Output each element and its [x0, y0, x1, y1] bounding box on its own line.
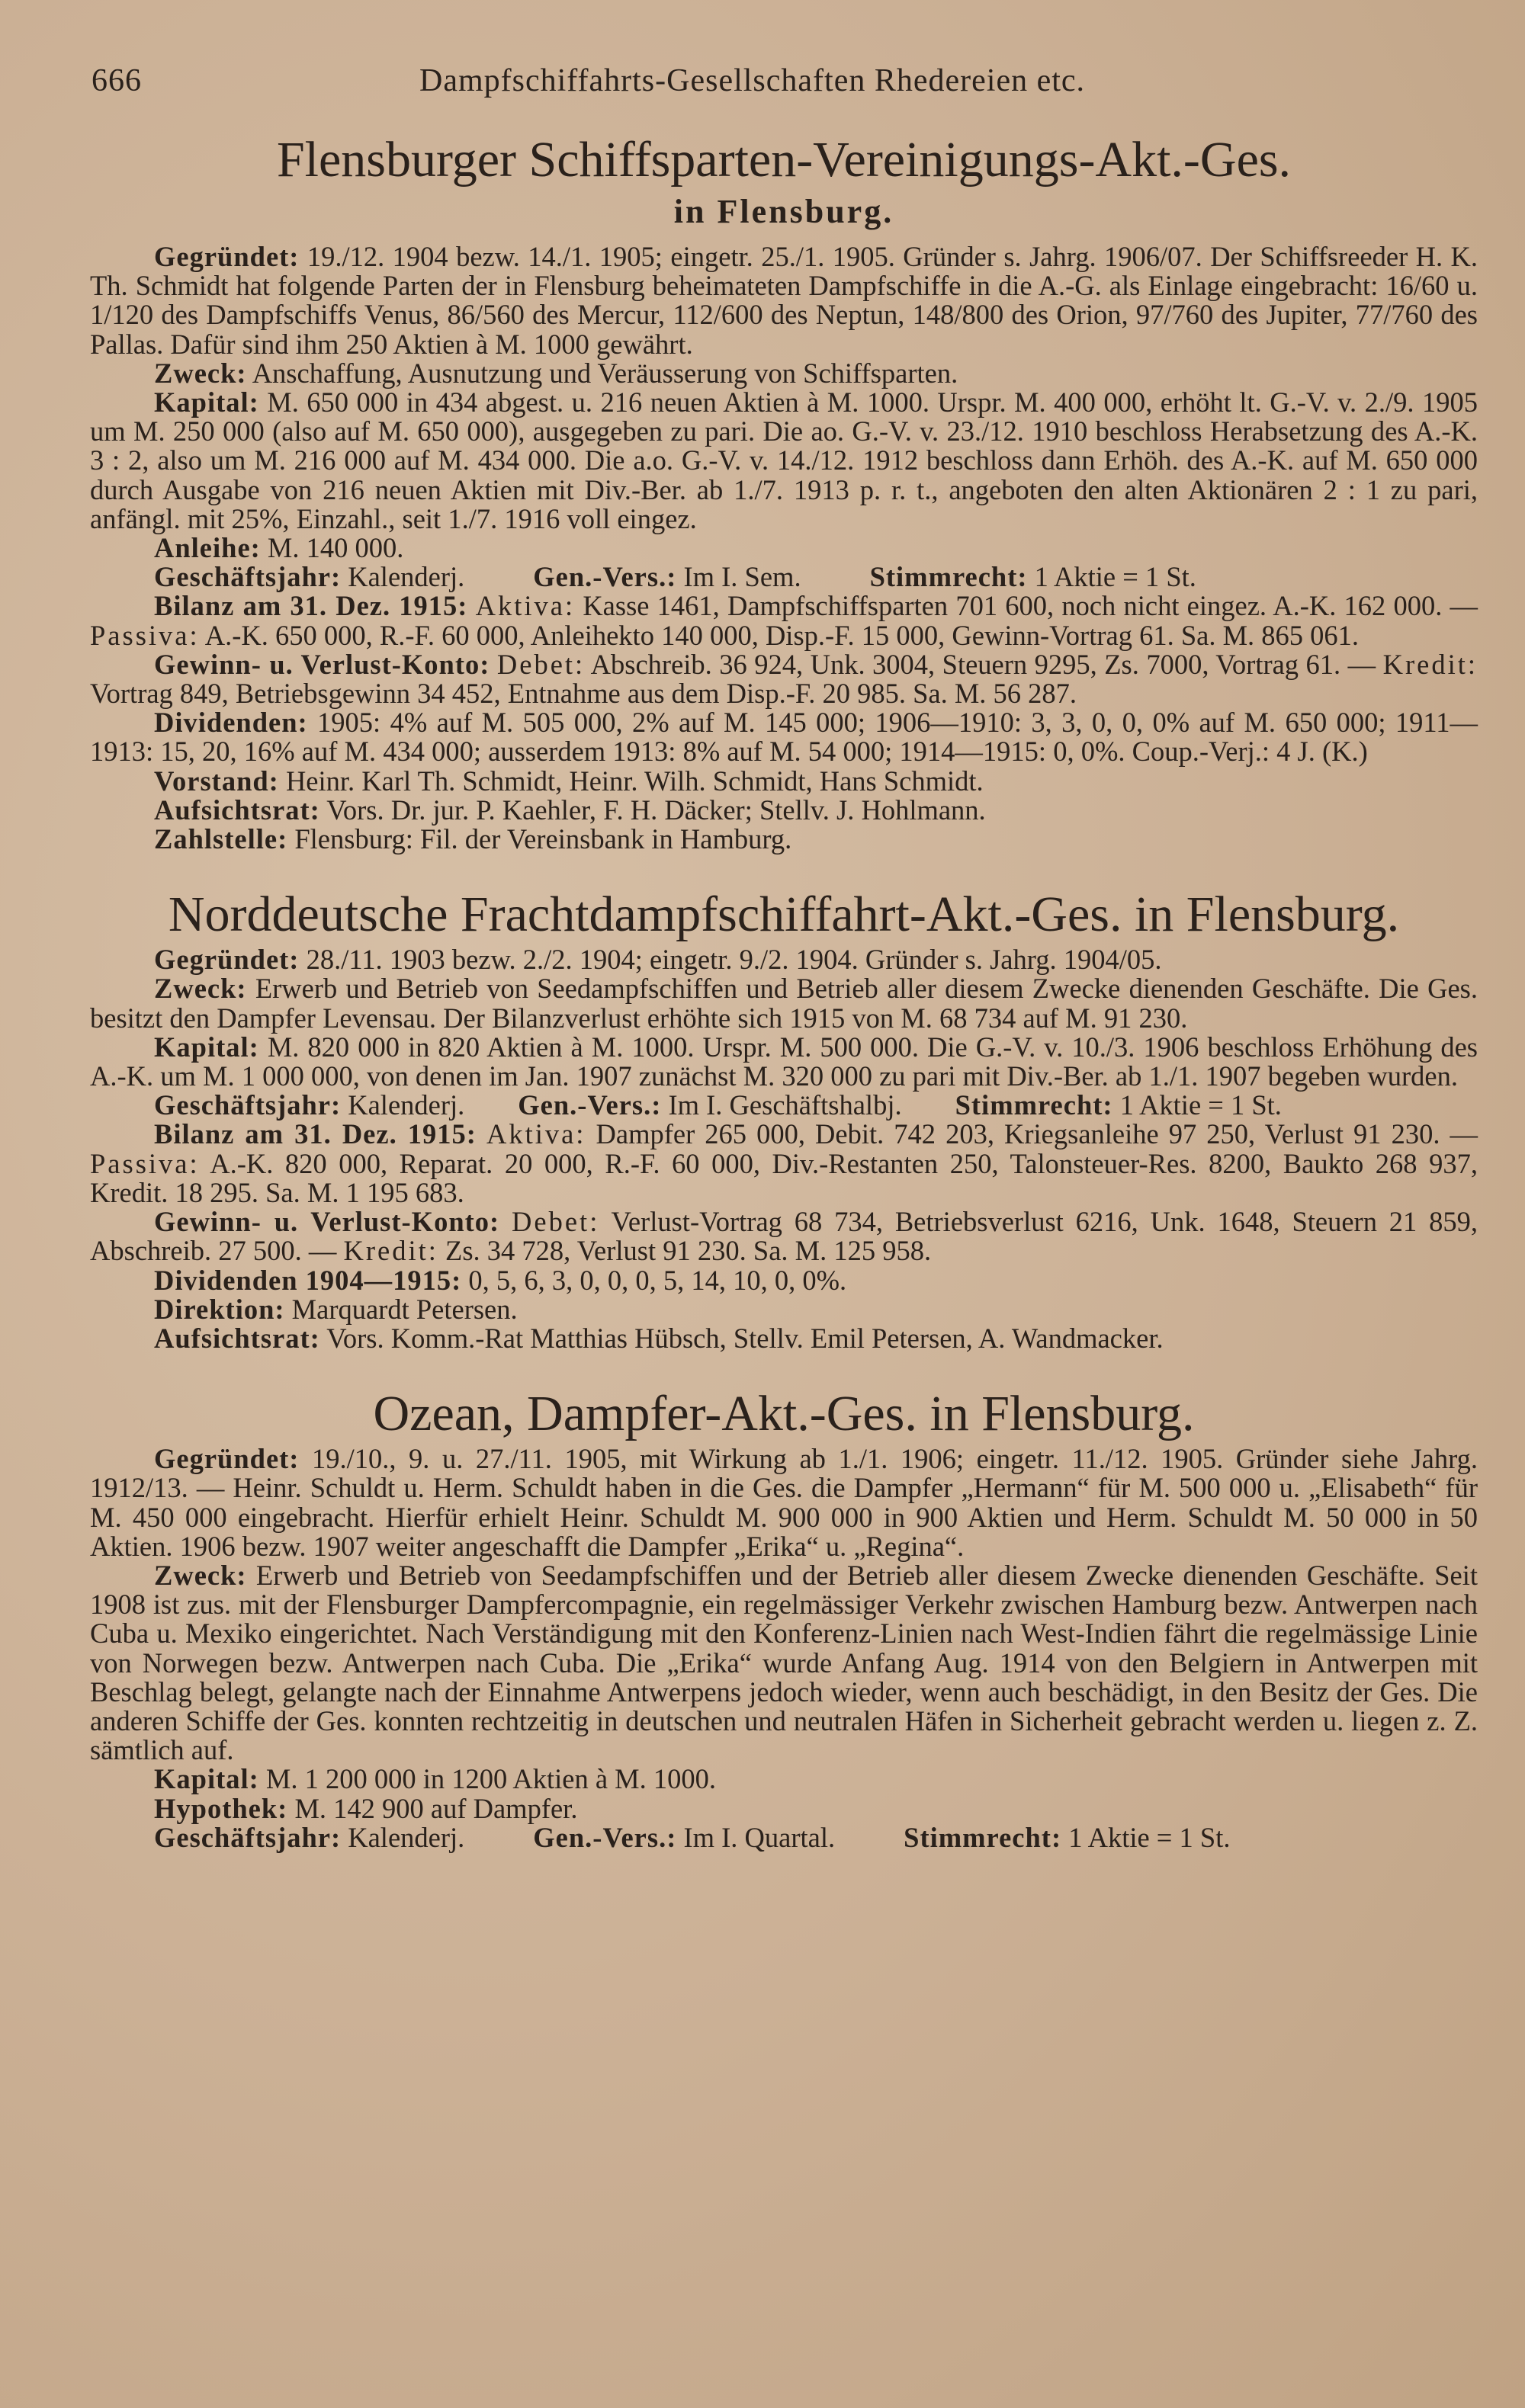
dividends-text: 0, 5, 6, 3, 0, 0, 0, 5, 14, 10, 0, 0%.: [468, 1264, 847, 1296]
company-title: Ozean, Dampfer-Akt.-Ges. in Flensburg.: [373, 1386, 1195, 1442]
credit-label: Kredit:: [1382, 648, 1478, 680]
capital-text: M. 820 000 in 820 Aktien à M. 1000. Urspr. M. 500 000. Die G.-V. v. 10./3. 1906 beschloss Erhöhung des A.-K. um M. 1 000 000, von denen im Jan. 1907 zunächst M. 320 000 zu pari mit Div.-Ber. ab 1./1. 1907 begeben wurden.: [90, 1031, 1478, 1092]
voting-right-label: Stimmrecht:: [955, 1089, 1113, 1121]
loan-label: Anleihe:: [154, 532, 261, 564]
founded-label: Gegründet:: [154, 1443, 300, 1475]
running-title: Dampfschiffahrts-Gesellschaften Rhedereien etc.: [419, 63, 1086, 98]
founded-paragraph: [90, 242, 1478, 359]
capital-label: Kapital:: [154, 1763, 259, 1795]
loan-paragraph: [90, 534, 1478, 563]
credit-text: Zs. 34 728, Verlust 91 230. Sa. M. 125 958.: [445, 1235, 932, 1267]
liabilities-label: Passiva:: [90, 619, 200, 651]
company-location: in Flensburg.: [673, 193, 894, 230]
founded-text: 28./11. 1903 bezw. 2./2. 1904; eingetr. 9./2. 1904. Gründer s. Jahrg. 1904/05.: [306, 944, 1162, 976]
capital-label: Kapital:: [154, 386, 259, 418]
general-meeting-label: Gen.-Vers.:: [533, 561, 677, 593]
voting-right-text: 1 Aktie = 1 St.: [1068, 1821, 1231, 1853]
loan-text: M. 140 000.: [267, 532, 404, 564]
business-year-text: Kalenderj.: [348, 561, 465, 593]
general-meeting-text: Im I. Sem.: [683, 561, 801, 593]
business-year-paragraph: [90, 1091, 1478, 1120]
general-meeting-text: Im I. Quartal.: [683, 1821, 836, 1853]
assets-text: Dampfer 265 000, Debit. 742 203, Kriegsanleihe 97 250, Verlust 91 230. —: [596, 1118, 1478, 1150]
purpose-text: Erwerb und Betrieb von Seedampfschiffen und Betrieb aller diesem Zwecke dienenden Geschäfte. Die Ges. besitzt den Dampfer Levensau. Der Bilanzverlust erhöhte sich 1915 von M. 68 734 auf M. 91 230.: [90, 973, 1478, 1034]
assets-label: Aktiva:: [486, 1118, 586, 1150]
dividends-label: Dividenden:: [154, 707, 308, 739]
founded-paragraph: [90, 1444, 1478, 1561]
founded-text: 19./10., 9. u. 27./11. 1905, mit Wirkung ab 1./1. 1906; eingetr. 11./12. 1905. Gründer siehe Jahrg. 1912/13. — Heinr. Schuldt u. Herm. Schuldt haben in die Ges. die Dampfer „Hermann“ für M. 500 000 u. „Elisabeth“ für M. 450 000 eingebracht. Hierfür erhielt Heinr. Schuldt M. 900 000 in 900 Aktien und Herm. Schuldt M. 50 000 in 50 Aktien. 1906 bezw. 1907 weiter angeschafft die Dampfer „Erika“ u. „Regina“.: [90, 1443, 1478, 1562]
management-text: Marquardt Petersen.: [291, 1293, 518, 1325]
mortgage-paragraph: [90, 1794, 1478, 1823]
profit-loss-paragraph: [90, 650, 1478, 708]
business-year-label: Geschäftsjahr:: [154, 561, 342, 593]
purpose-label: Zweck:: [154, 973, 247, 1005]
supervisory-board-text: Vors. Dr. jur. P. Kaehler, F. H. Däcker; Stellv. J. Hohlmann.: [326, 794, 986, 826]
founded-label: Gegründet:: [154, 241, 300, 272]
founded-label: Gegründet:: [154, 944, 300, 976]
board-paragraph: [90, 767, 1478, 796]
content: [90, 122, 1478, 1883]
paying-agent-label: Zahlstelle:: [154, 823, 288, 855]
debit-text: Verlust-Vortrag 68 734, Betriebsverlust 6216, Unk. 1648, Steuern 21 859, Abschreib. 27 500. —: [90, 1206, 1478, 1267]
balance-paragraph: [90, 592, 1478, 649]
management-label: Direktion:: [154, 1293, 285, 1325]
purpose-paragraph: [90, 1561, 1478, 1765]
profit-loss-label: Gewinn- u. Verlust-Konto:: [154, 648, 490, 680]
balance-label: Bilanz am 31. Dez. 1915:: [154, 1118, 477, 1150]
profit-loss-paragraph: [90, 1207, 1478, 1265]
dividends-label: Dividenden 1904—1915:: [154, 1264, 462, 1296]
dividends-text: 1905: 4% auf M. 505 000, 2% auf M. 145 000; 1906—1910: 3, 3, 0, 0, 0% auf M. 650 000; 1911—1913: 15, 20, 16% auf M. 434 000; ausserdem 1913: 8% auf M. 54 000; 1914—1915: 0, 0%. Coup.-Verj.: 4 J. (K.): [90, 707, 1478, 768]
purpose-text: Anschaffung, Ausnutzung und Veräusserung von Schiffsparten.: [252, 357, 958, 389]
supervisory-board-paragraph: [90, 1324, 1478, 1353]
supervisory-board-text: Vors. Komm.-Rat Matthias Hübsch, Stellv. Emil Petersen, A. Wandmacker.: [326, 1322, 1164, 1354]
profit-loss-label: Gewinn- u. Verlust-Konto:: [154, 1206, 500, 1238]
company-title: Flensburger Schiffsparten-Vereinigungs-Akt.-Ges.: [276, 132, 1292, 188]
business-year-label: Geschäftsjahr:: [154, 1821, 342, 1853]
dividends-paragraph: [90, 1266, 1478, 1295]
balance-paragraph: [90, 1120, 1478, 1207]
liabilities-text: A.-K. 820 000, Reparat. 20 000, R.-F. 60 000, Div.-Restanten 250, Talonsteuer-Res. 8200, Baukto 268 937, Kredit. 18 295. Sa. M. 1 195 683.: [90, 1147, 1478, 1208]
balance-label: Bilanz am 31. Dez. 1915:: [154, 590, 468, 622]
company-entry: [90, 130, 1478, 854]
purpose-paragraph: [90, 974, 1478, 1032]
founded-paragraph: [90, 945, 1478, 974]
mortgage-label: Hypothek:: [154, 1792, 288, 1824]
company-entry: [90, 884, 1478, 1353]
capital-paragraph: [90, 1765, 1478, 1794]
purpose-label: Zweck:: [154, 1559, 247, 1591]
board-label: Vorstand:: [154, 765, 279, 797]
capital-paragraph: [90, 388, 1478, 534]
purpose-text: Erwerb und Betrieb von Seedampfschiffen und der Betrieb aller diesem Zwecke dienenden Geschäfte. Seit 1908 ist zus. mit der Flensburger Dampfercompagnie, ein regelmässiger Verkehr zwischen Hamburg bezw. Antwerpen nach Cuba u. Mexiko eingerichtet. Nach Verständigung mit den Konferenz-Linien nach West-Indien fährt die regelmässige Linie von Norwegen bezw. Antwerpen nach Cuba. Die „Erika“ wurde Anfang Aug. 1914 von den Belgiern in Antwerpen mit Beschlag belegt, gelangte nach der Einnahme Antwerpens jedoch wieder, wenn auch beschädigt, in den Besitz der Ges. Die anderen Schiffe der Ges. konnten rechtzeitig in deutschen und neutralen Häfen in Sicherheit gebracht werden u. liegen z. Z. sämtlich auf.: [90, 1559, 1478, 1766]
credit-label: Kredit:: [343, 1235, 438, 1267]
supervisory-board-label: Aufsichtsrat:: [154, 794, 320, 826]
dividends-paragraph: [90, 708, 1478, 766]
business-year-label: Geschäftsjahr:: [154, 1089, 342, 1121]
business-year-paragraph: [90, 563, 1478, 592]
voting-right-label: Stimmrecht:: [904, 1821, 1062, 1853]
general-meeting-text: Im I. Geschäftshalbj.: [668, 1089, 902, 1121]
voting-right-text: 1 Aktie = 1 St.: [1119, 1089, 1282, 1121]
supervisory-board-paragraph: [90, 796, 1478, 825]
business-year-text: Kalenderj.: [348, 1821, 465, 1853]
mortgage-text: M. 142 900 auf Dampfer.: [294, 1792, 578, 1824]
debit-label: Debet:: [496, 648, 586, 680]
assets-text: Kasse 1461, Dampfschiffsparten 701 600, noch nicht eingez. A.-K. 162 000. —: [583, 590, 1478, 622]
supervisory-board-label: Aufsichtsrat:: [154, 1322, 320, 1354]
business-year-text: Kalenderj.: [348, 1089, 465, 1121]
liabilities-text: A.-K. 650 000, R.-F. 60 000, Anleihekto 140 000, Disp.-F. 15 000, Gewinn-Vortrag 61. Sa. M. 865 061.: [204, 619, 1360, 651]
board-text: Heinr. Karl Th. Schmidt, Heinr. Wilh. Schmidt, Hans Schmidt.: [285, 765, 984, 797]
paying-agent-text: Flensburg: Fil. der Vereinsbank in Hamburg.: [294, 823, 792, 855]
credit-text: Vortrag 849, Betriebsgewinn 34 452, Entnahme aus dem Disp.-F. 20 985. Sa. M. 56 287.: [90, 678, 1077, 710]
company-title: Norddeutsche Frachtdampfschiffahrt-Akt.-Ges. in Flensburg.: [168, 887, 1400, 943]
page-number: 666: [92, 63, 142, 98]
debit-label: Debet:: [512, 1206, 600, 1238]
business-year-paragraph: [90, 1823, 1478, 1852]
debit-text: Abschreib. 36 924, Unk. 3004, Steuern 9295, Zs. 7000, Vortrag 61. —: [590, 648, 1376, 680]
capital-text: M. 1 200 000 in 1200 Aktien à M. 1000.: [265, 1763, 716, 1795]
capital-label: Kapital:: [154, 1031, 259, 1063]
general-meeting-label: Gen.-Vers.:: [518, 1089, 662, 1121]
purpose-label: Zweck:: [154, 357, 247, 389]
voting-right-text: 1 Aktie = 1 St.: [1034, 561, 1196, 593]
management-paragraph: [90, 1295, 1478, 1324]
general-meeting-label: Gen.-Vers.:: [533, 1821, 677, 1853]
paying-agent-paragraph: [90, 825, 1478, 854]
assets-label: Aktiva:: [475, 590, 576, 622]
voting-right-label: Stimmrecht:: [869, 561, 1028, 593]
founded-text: 19./12. 1904 bezw. 14./1. 1905; eingetr. 25./1. 1905. Gründer s. Jahrg. 1906/07. Der Schiffsreeder H. K. Th. Schmidt hat folgende Parten der in Flensburg beheimateten Dampfschiffe in die A.-G. als Einlage eingebracht: 16/60 u. 1/120 des Dampfschiffs Venus, 86/560 des Mercur, 112/600 des Neptun, 148/800 des Orion, 97/760 des Jupiter, 77/760 des Pallas. Dafür sind ihm 250 Aktien à M. 1000 gewährt.: [90, 241, 1478, 360]
company-entry: [90, 1384, 1478, 1852]
liabilities-label: Passiva:: [90, 1147, 200, 1179]
capital-text: M. 650 000 in 434 abgest. u. 216 neuen Aktien à M. 1000. Urspr. M. 400 000, erhöht lt. G.-V. v. 2./9. 1905 um M. 250 000 (also auf M. 650 000), ausgegeben zu pari. Die ao. G.-V. v. 23./12. 1910 beschloss Herabsetzung des A.-K. 3 : 2, also um M. 216 000 auf M. 434 000. Die a.o. G.-V. v. 14./12. 1912 beschloss dann Erhöh. des A.-K. auf M. 650 000 durch Ausgabe von 216 neuen Aktien mit Div.-Ber. ab 1./7. 1913 p. r. t., angeboten den alten Aktionären 2 : 1 zu pari, anfängl. mit 25%, Einzahl., seit 1./7. 1916 voll eingez.: [90, 386, 1478, 534]
purpose-paragraph: [90, 359, 1478, 388]
capital-paragraph: [90, 1033, 1478, 1091]
